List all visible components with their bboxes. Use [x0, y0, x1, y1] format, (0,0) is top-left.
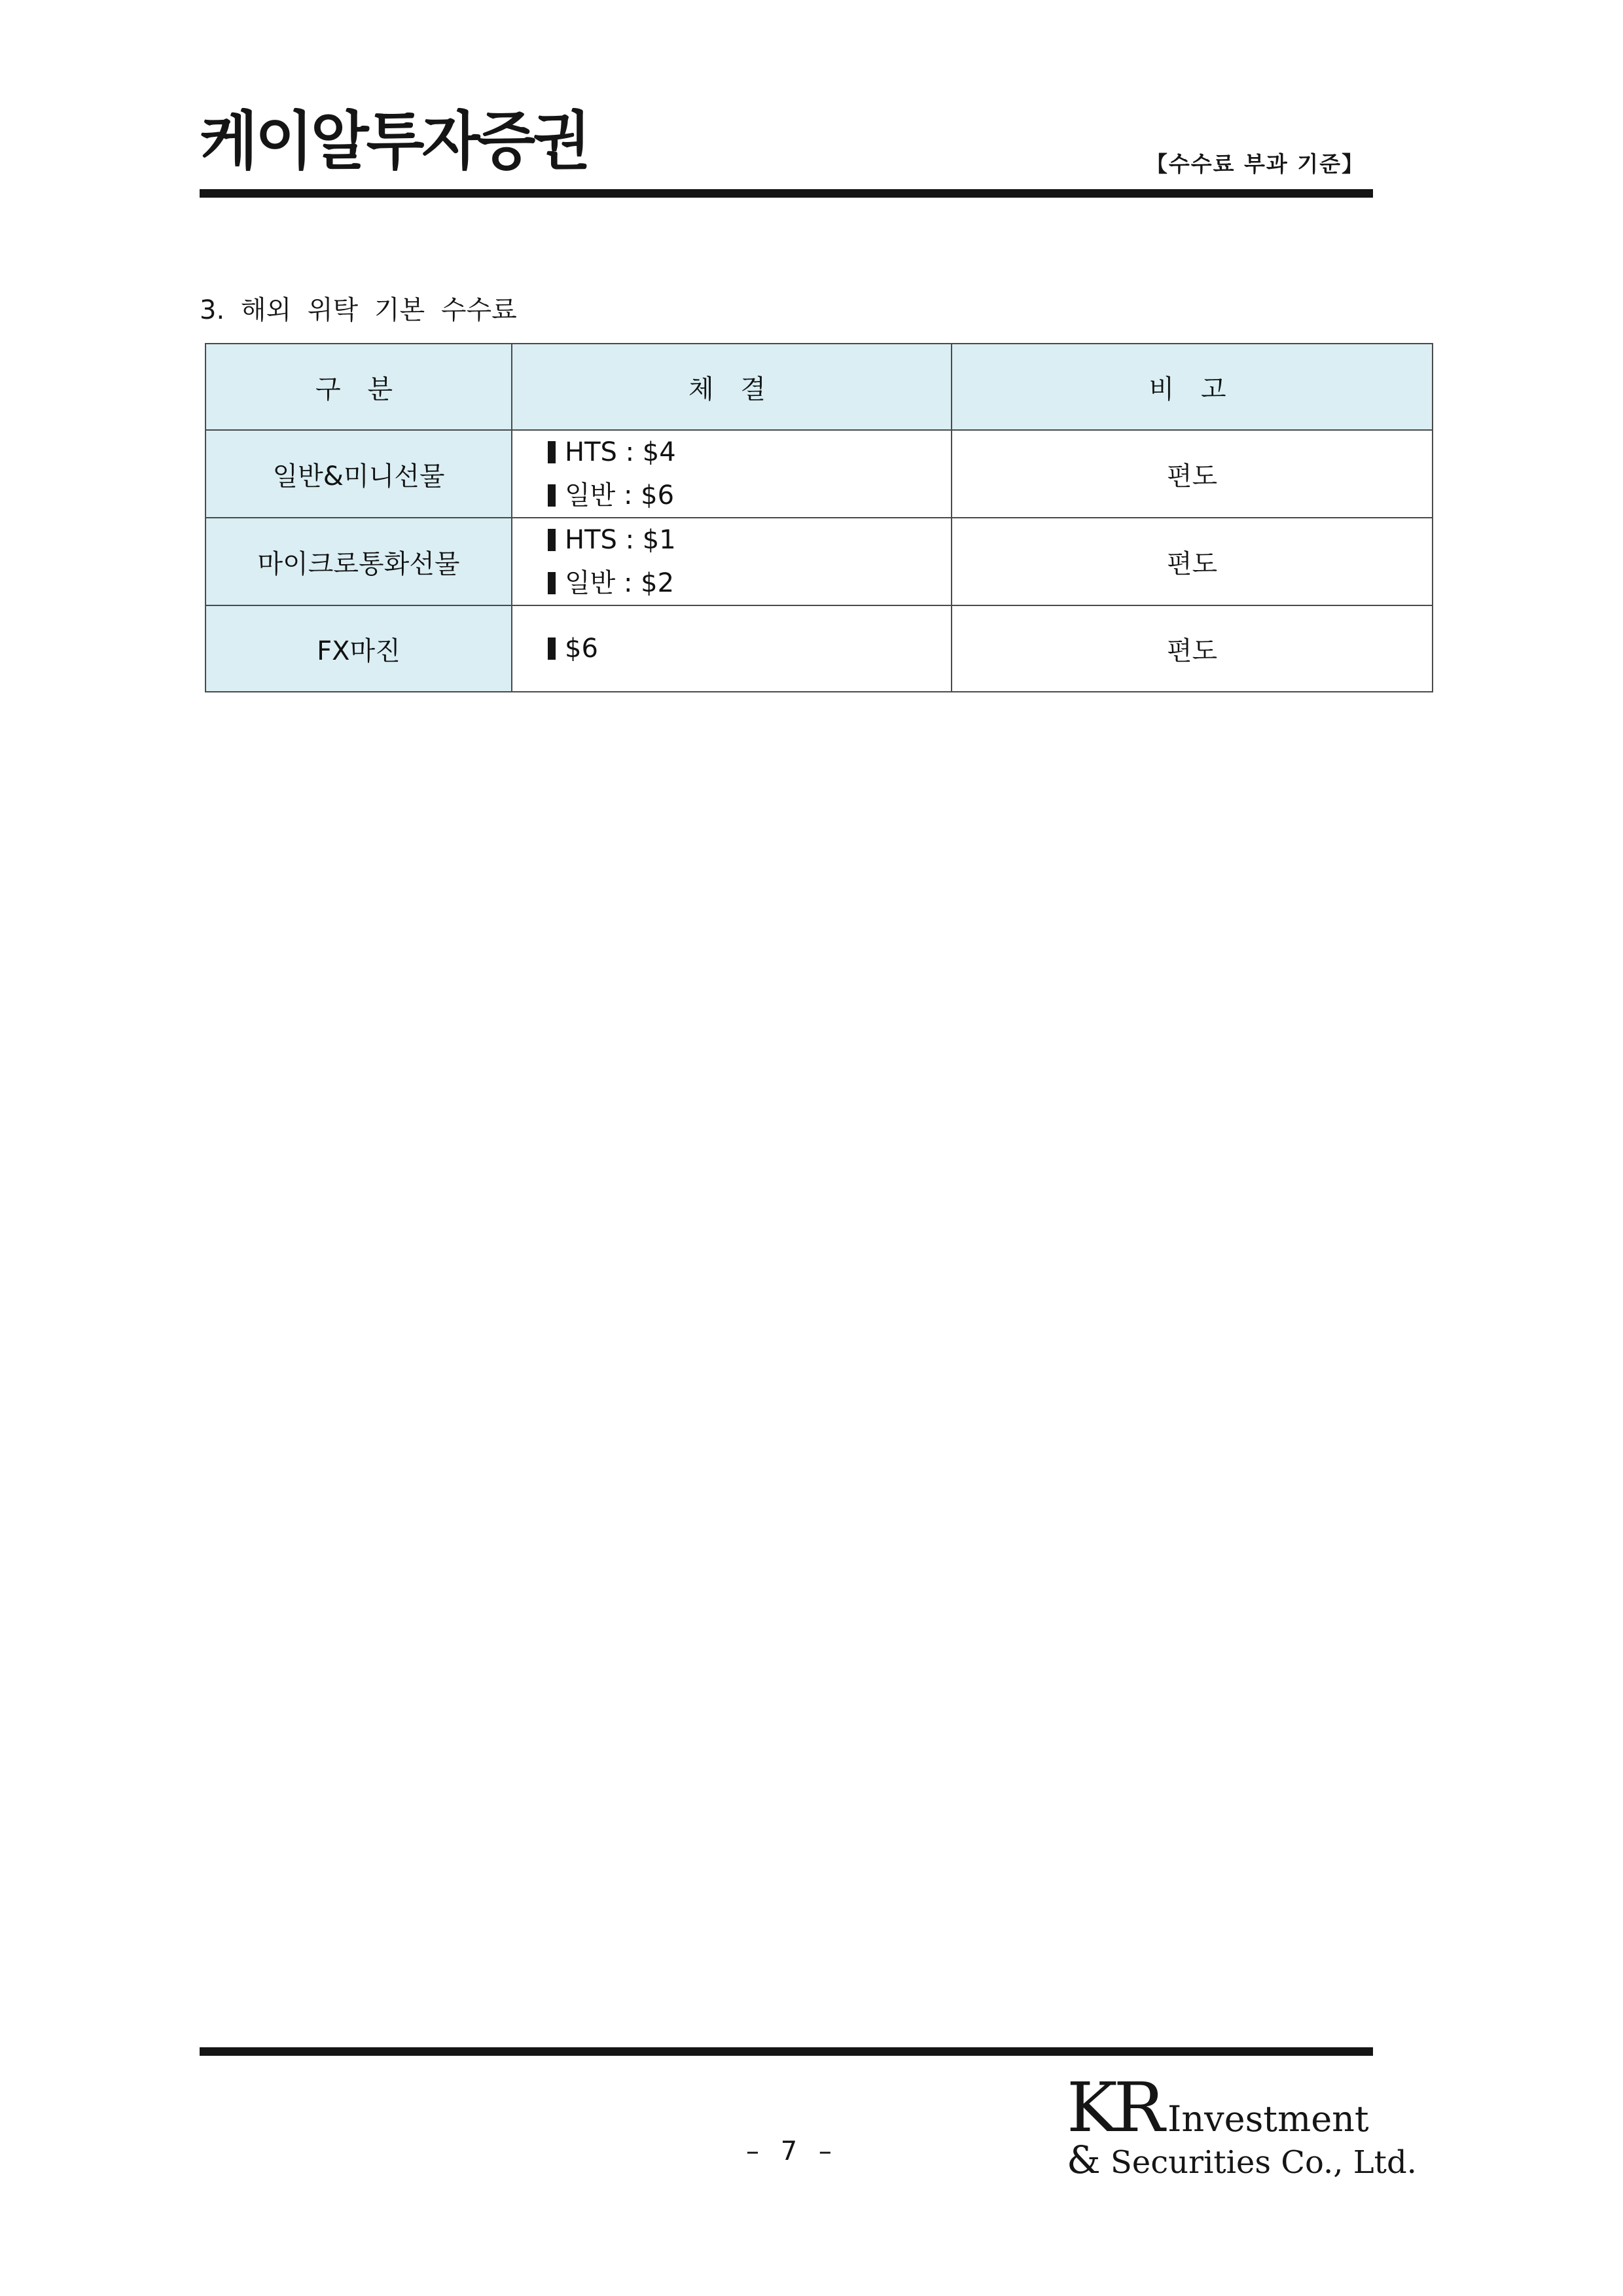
header-category: 구 분 [205, 344, 512, 430]
execution-cell [512, 605, 952, 692]
bullet-icon [548, 572, 556, 594]
section-title: 3. 해외 위탁 기본 수수료 [200, 295, 517, 325]
company-logo: 케이알투자증권 [200, 104, 589, 178]
table-row [205, 430, 1433, 518]
execution-line [548, 627, 951, 670]
execution-line [548, 518, 951, 562]
footer-logo-amp: & [1067, 2138, 1101, 2182]
header-execution: 체 결 [512, 344, 952, 430]
execution-cell [512, 518, 952, 605]
footer-logo-kr: KR [1067, 2068, 1161, 2147]
execution-text: 일반 : $2 [565, 568, 675, 598]
table-header-row [205, 344, 1433, 430]
execution-text: 일반 : $6 [565, 480, 675, 511]
execution-line [548, 474, 951, 517]
table-row [205, 605, 1433, 692]
footer-logo-securities: Securities Co., Ltd. [1110, 2144, 1417, 2181]
execution-text: $6 [565, 634, 598, 664]
category-cell: 일반&미니선물 [205, 430, 512, 518]
bullet-icon [548, 637, 556, 660]
footer-logo [1067, 2068, 1417, 2182]
header-rule [200, 189, 1373, 198]
page-number: – 7 – [746, 2136, 838, 2166]
execution-line [548, 431, 951, 474]
section-label: 【수수료 부과 기준】 [1145, 151, 1364, 177]
table-row [205, 518, 1433, 605]
execution-line [548, 562, 951, 605]
note-cell: 편도 [952, 605, 1433, 692]
category-cell: FX마진 [205, 605, 512, 692]
footer-rule [200, 2047, 1373, 2056]
footer-logo-investment: Investment [1168, 2098, 1369, 2140]
execution-text: HTS : $1 [565, 525, 676, 555]
category-cell: 마이크로통화선물 [205, 518, 512, 605]
note-cell: 편도 [952, 430, 1433, 518]
execution-text: HTS : $4 [565, 437, 676, 467]
fee-table [205, 343, 1433, 692]
header-note: 비 고 [952, 344, 1433, 430]
note-cell: 편도 [952, 518, 1433, 605]
bullet-icon [548, 529, 556, 551]
execution-cell [512, 430, 952, 518]
bullet-icon [548, 484, 556, 507]
bullet-icon [548, 441, 556, 463]
